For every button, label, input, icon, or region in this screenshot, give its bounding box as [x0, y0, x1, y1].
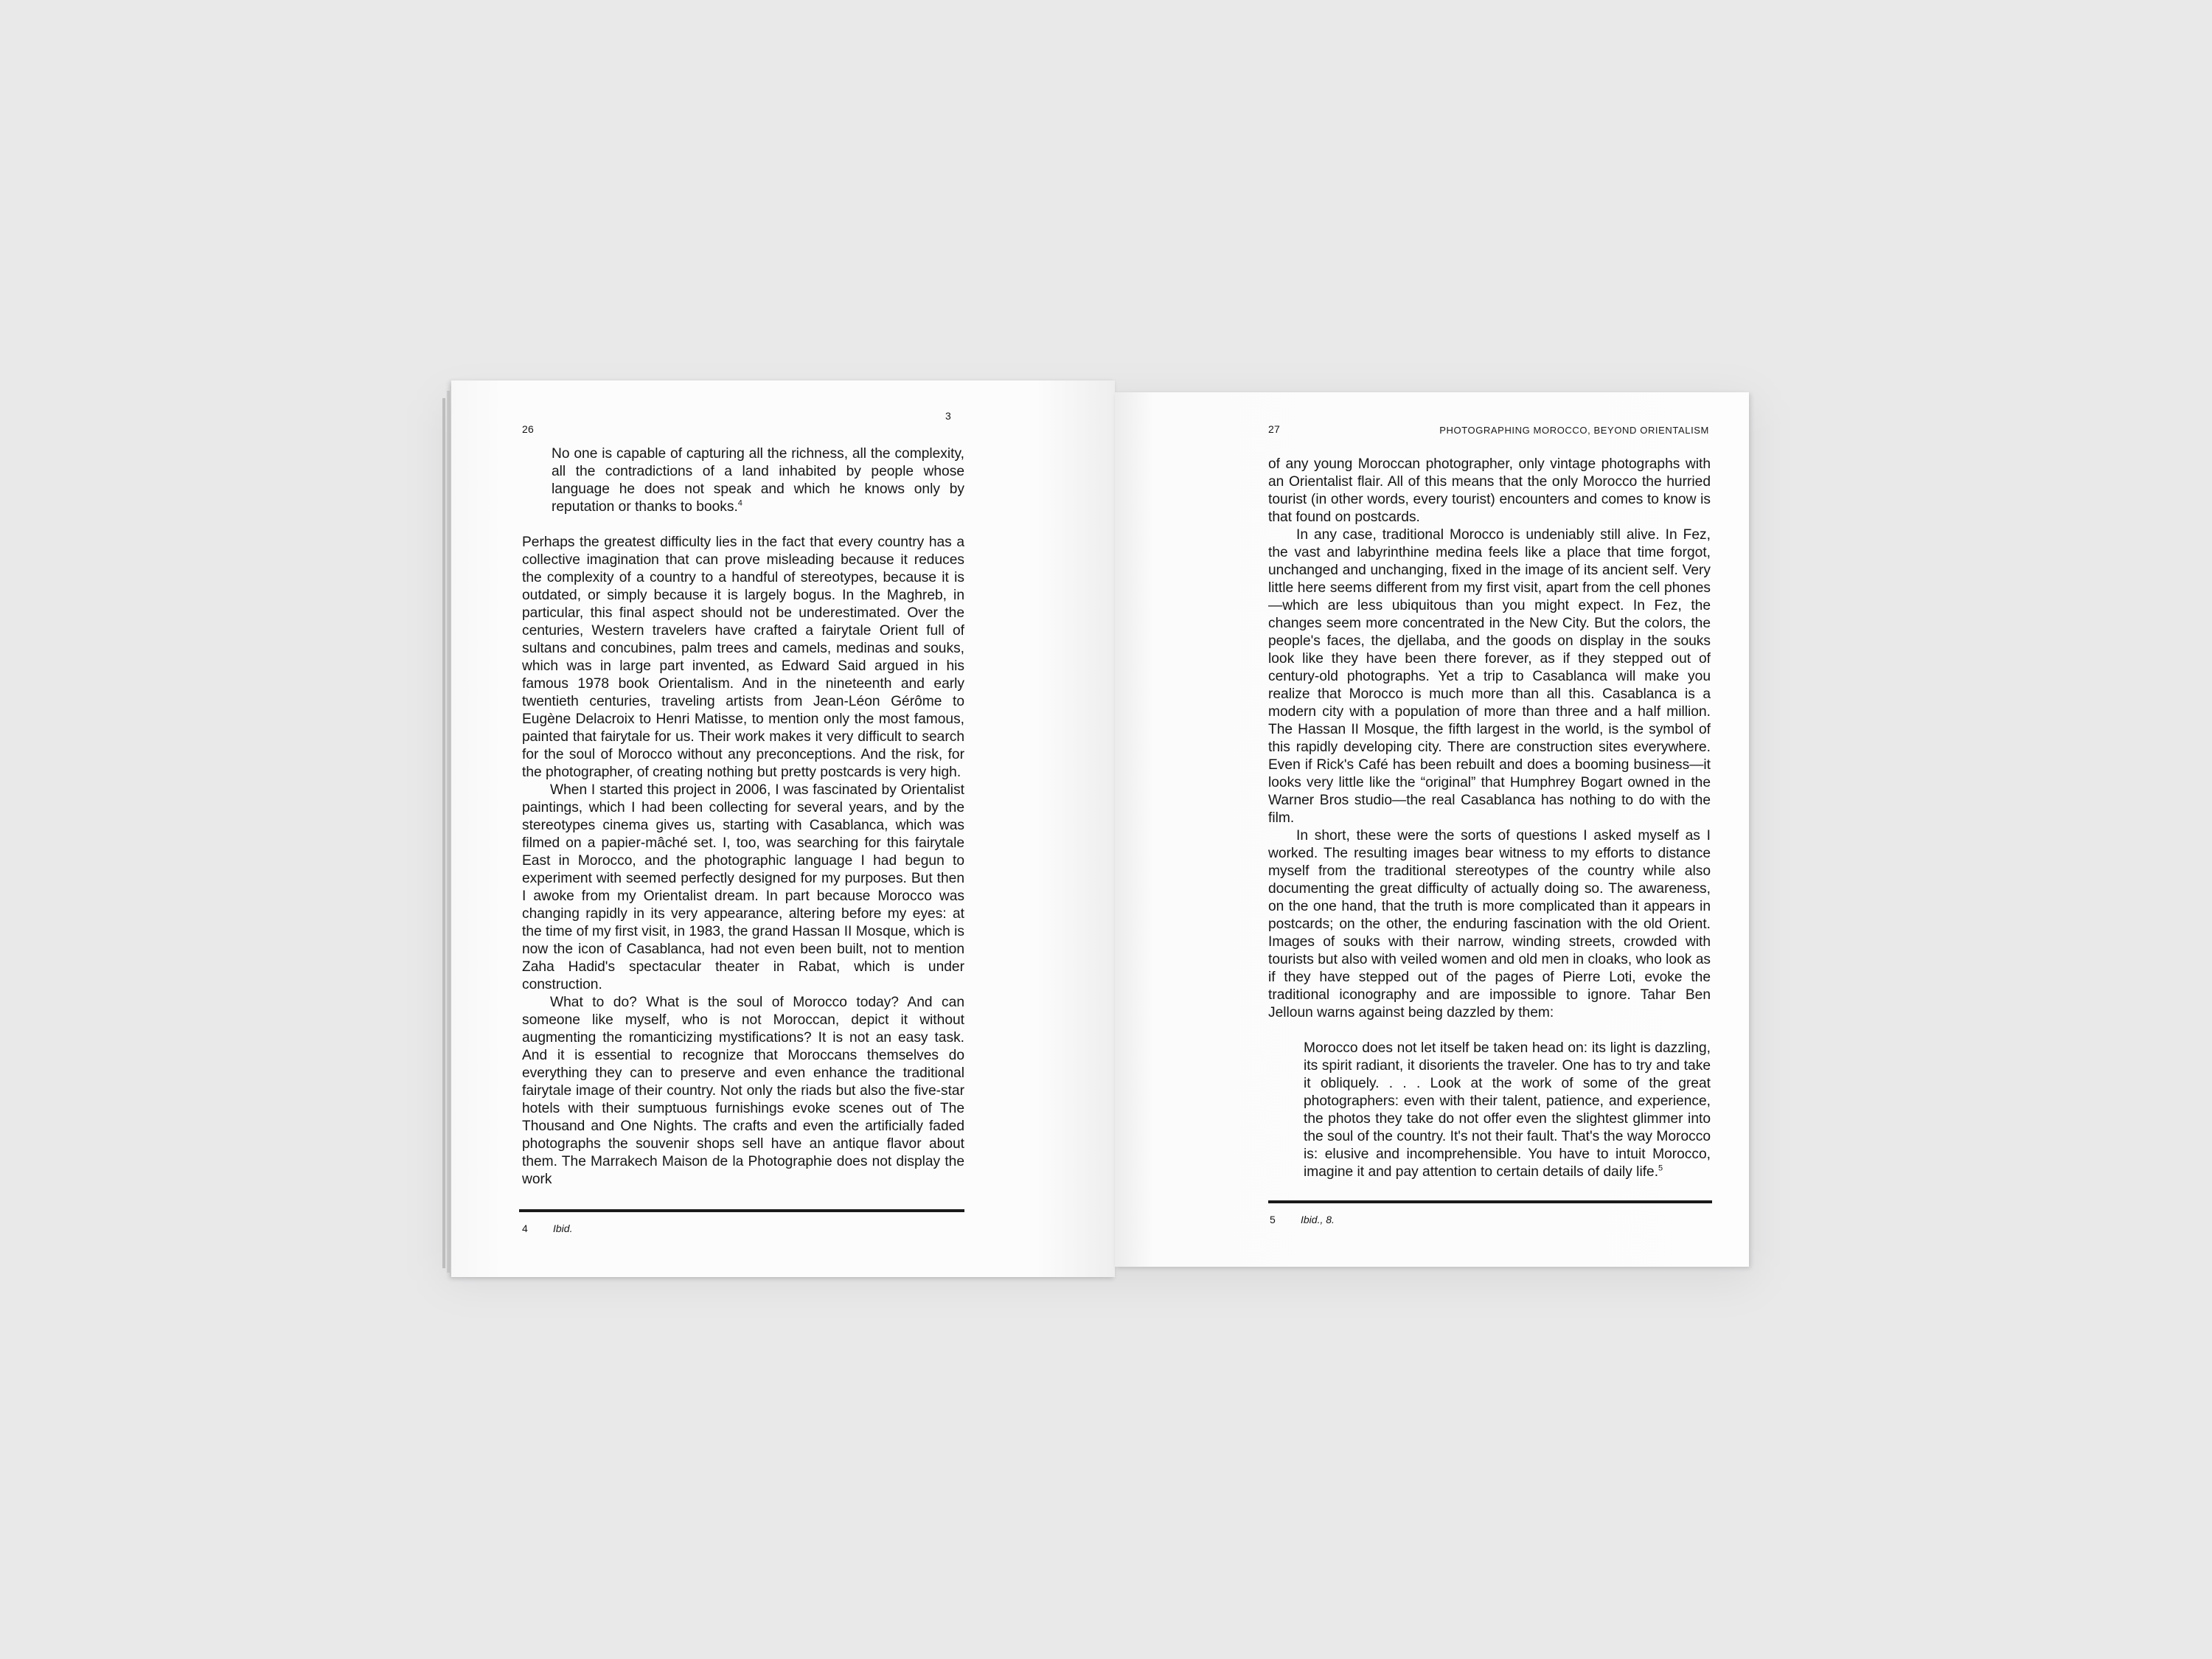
left-quote-note: 4	[737, 498, 742, 508]
left-page-top-right-number: 3	[945, 410, 951, 422]
left-paragraph-1: Perhaps the greatest difficulty lies in the fact that every country has a collective imagination that can prove misleading because it reduces the complexity of a country to a handful of stereotypes, because it is outdated, or simply because it is largely bogus. In the Maghreb, in particular, this final aspect should not be underestimated. Over the centuries, Western travelers have crafted a fairytale Orient full of sultans and concubines, palm trees and camels, medinas and souks, which was in large part invented, as Edward Said argued in his famous 1978 book Orientalism. And in the nineteenth and early twentieth centuries, traveling artists from Jean-Léon Gérôme to Eugène Delacroix to Henri Matisse, to mention only the most famous, painted that fairytale for us. Their work makes it very difficult to search for the soul of Morocco without any preconceptions. And the risk, for the photographer, of creating nothing but pretty postcards is very high.	[522, 535, 964, 780]
footnote-rule	[519, 1209, 964, 1212]
page-edge-stack	[442, 398, 445, 1268]
running-head: PHOTOGRAPHING MOROCCO, BEYOND ORIENTALISM	[1439, 425, 1709, 436]
right-body-text	[1268, 456, 1711, 1181]
left-footnote	[522, 1222, 572, 1234]
right-paragraph-1: of any young Moroccan photographer, only vintage photographs with an Orientalist flair. All of this means that the only Morocco the hurried tourist (in other words, every tourist) encounters and comes to know is that found on postcards.	[1268, 456, 1711, 525]
left-footnote-number: 4	[522, 1222, 528, 1234]
left-footnote-text: Ibid.	[553, 1222, 573, 1234]
right-page	[1115, 392, 1749, 1267]
right-page-number: 27	[1268, 423, 1280, 435]
left-paragraph-3: What to do? What is the soul of Morocco today? And can someone like myself, who is not Moroccan, depict it without augmenting the romanticizing mystifications? It is not an easy task. And it is essential to recognize that Moroccans themselves do everything they can to preserve and even enhance the traditional fairytale image of their country. Not only the riads but also the five-star hotels with their sumptuous furnishings evoke scenes out of The Thousand and One Nights. The crafts and even the artificially faded photographs the souvenir shops sell have an antique flavor about them. The Marrakech Maison de la Photographie does not display the work	[522, 995, 964, 1187]
left-paragraph-2: When I started this project in 2006, I was fascinated by Orientalist paintings, which I had been collecting for several years, and by the stereotypes cinema gives us, starting with Casablanca, which was filmed on a papier-mâché set. I, too, was searching for this fairytale East in Morocco, and the photographic language I had begun to experiment with seemed perfectly designed for my purposes. But then I awoke from my Orientalist dream. In part because Morocco was changing rapidly in its very appearance, altering before my eyes: at the time of my first visit, in 1983, the grand Hassan II Mosque, which is now the icon of Casablanca, had not even been built, not to mention Zaha Hadid's spectacular theater in Rabat, which is under construction.	[522, 782, 964, 992]
right-quote-text: Morocco does not let itself be taken head on: its light is dazzling, its spirit radiant, it disorients the traveler. One has to try and take it obliquely. . . . Look at the work of some of the great photographers: even with their talent, patience, and experience, the photos they take do not offer even the slightest glimmer into the soul of the country. It's not their fault. That's the way Morocco is: elusive and incomprehensible. You have to intuit Morocco, imagine it and pay attention to certain details of daily life.	[1304, 1040, 1711, 1180]
page-edge-stack	[447, 391, 450, 1273]
left-quote-text: No one is capable of capturing all the richness, all the complexity, all the contradictions of a land inhabited by people whose language he does not speak and which he knows only by reputation or thanks to books.	[552, 446, 964, 515]
left-page-number: 26	[522, 423, 534, 435]
left-body-text	[522, 534, 964, 1189]
right-footnote-number: 5	[1270, 1214, 1276, 1225]
right-paragraph-3: In short, these were the sorts of questions I asked myself as I worked. The resulting images bear witness to my efforts to distance myself from the traditional stereotypes of the country while also documenting the great difficulty of actually doing so. The awareness, on the one hand, that the truth is more complicated than it appears in postcards; on the other, the enduring fascination with the old Orient. Images of souks with their narrow, winding streets, crowded with tourists but also with veiled women and old men in cloaks, who look as if they have stepped out of the pages of Pierre Loti, evoke the traditional iconography and are impossible to ignore. Tahar Ben Jelloun warns against being dazzled by them:	[1268, 828, 1711, 1020]
right-footnote-text: Ibid., 8.	[1301, 1214, 1335, 1225]
left-block-quote	[552, 445, 964, 516]
right-quote-note: 5	[1658, 1164, 1663, 1173]
right-footnote	[1270, 1214, 1335, 1225]
footnote-rule	[1268, 1200, 1712, 1203]
left-page	[451, 380, 1115, 1277]
right-block-quote	[1304, 1040, 1711, 1181]
right-paragraph-2: In any case, traditional Morocco is undeniably still alive. In Fez, the vast and labyrinthine medina feels like a place that time forgot, unchanged and unchanging, fixed in the image of its ancient self. Very little here seems different from my first visit, apart from the cell phones—which are less ubiquitous than you might expect. In Fez, the changes seem more concentrated in the New City. But the colors, the people's faces, the djellaba, and the goods on display in the souks look like they have been there forever, as if they stepped out of century-old photographs. Yet a trip to Casablanca will make you realize that Morocco is much more than all this. Casablanca is a modern city with a population of more than three and a half million. The Hassan II Mosque, the fifth largest in the world, is the symbol of this rapidly developing city. There are construction sites everywhere. Even if Rick's Café has been rebuilt and does a booming business—it looks very little like the “original” that Humphrey Bogart owned in the Warner Bros studio—the real Casablanca has nothing to do with the film.	[1268, 527, 1711, 826]
